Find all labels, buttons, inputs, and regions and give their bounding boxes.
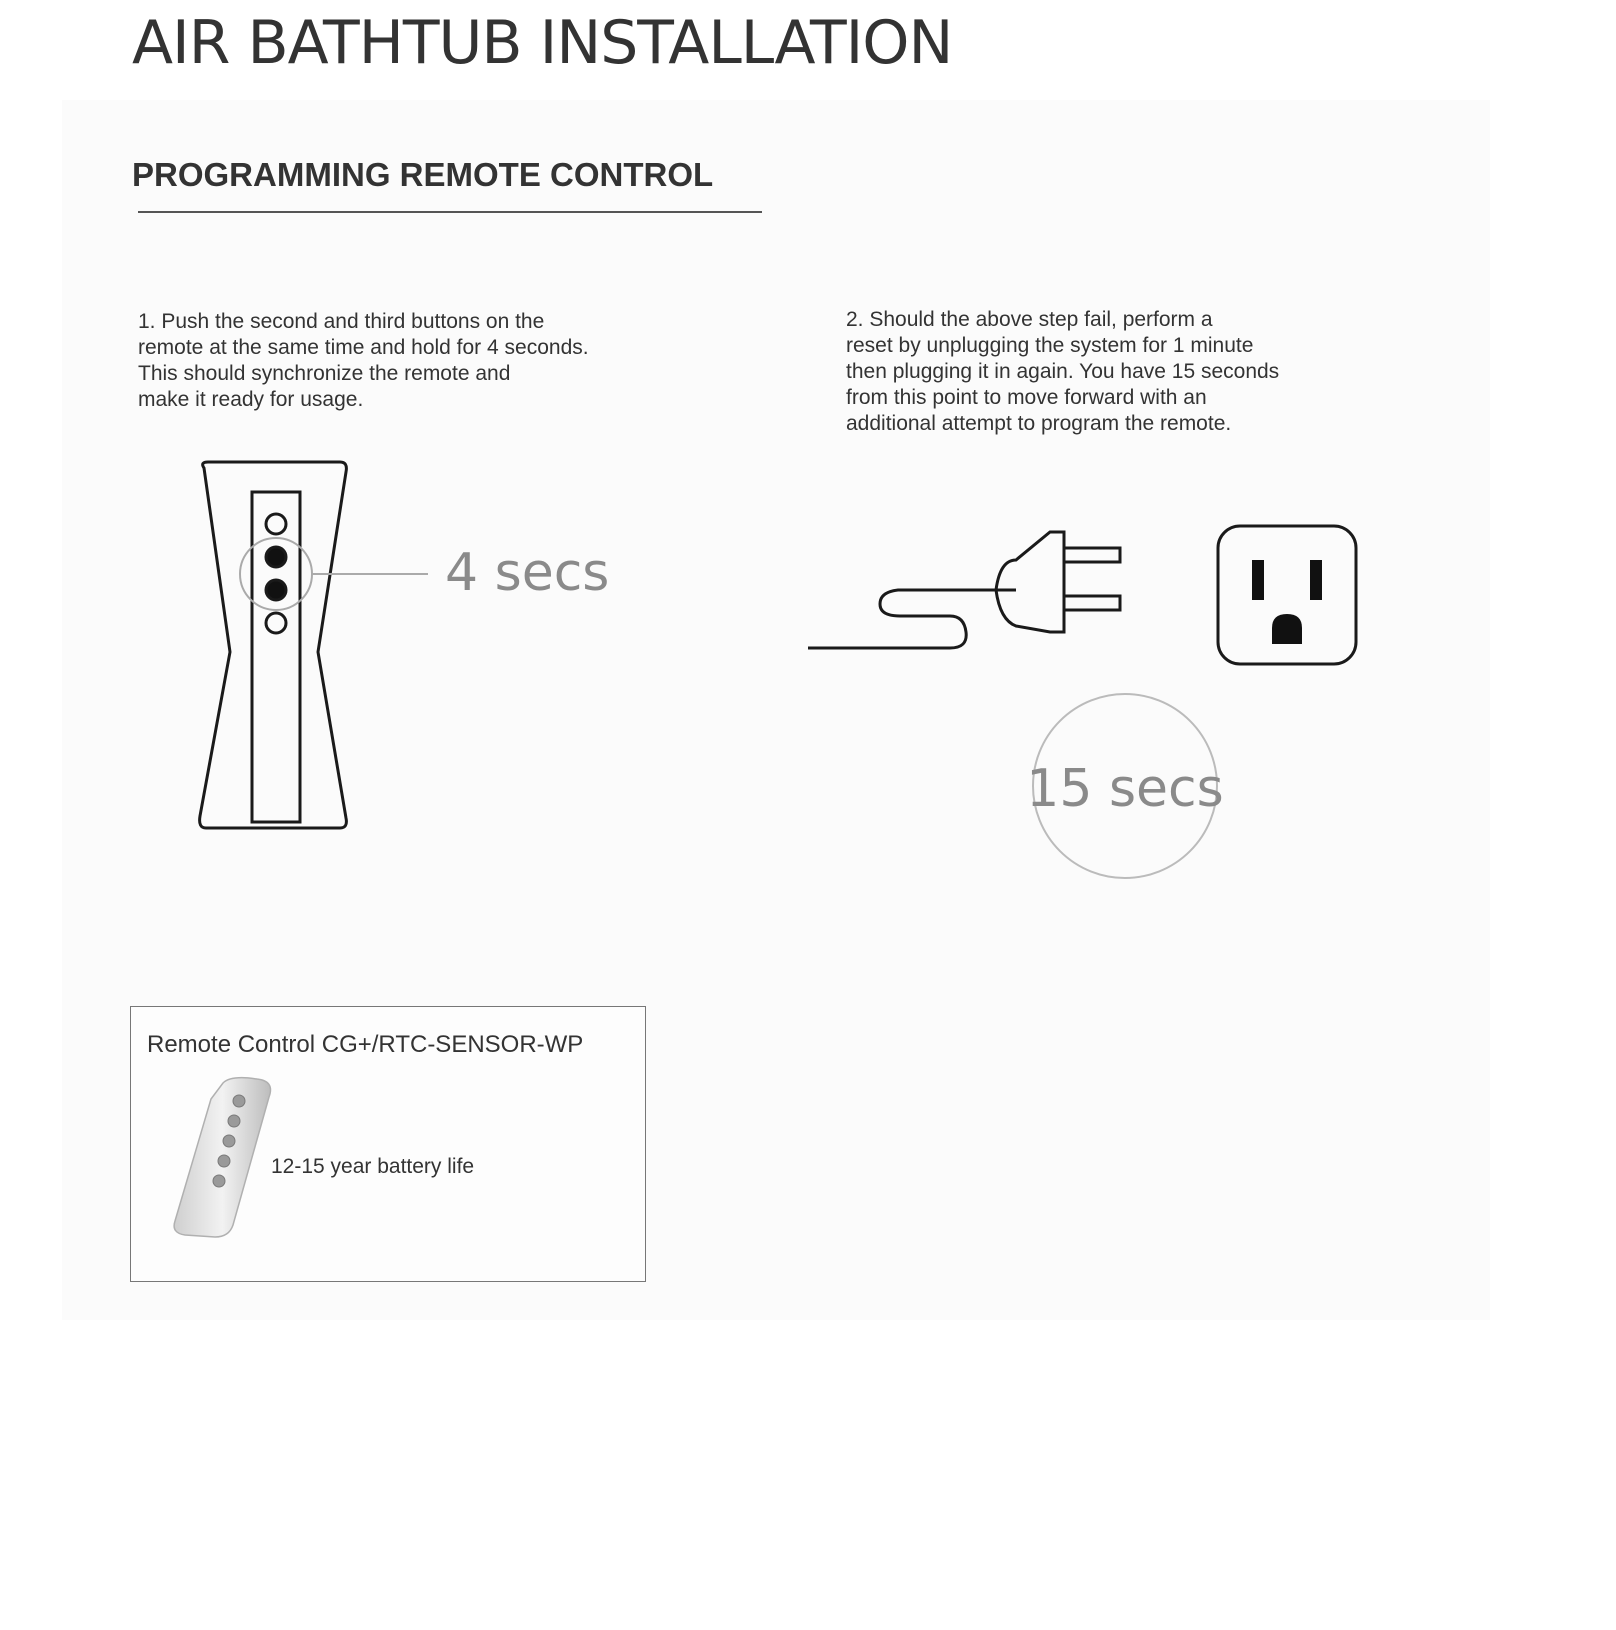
step-1-line: This should synchronize the remote and [138, 362, 511, 385]
step-1-line: make it ready for usage. [138, 388, 364, 411]
step-2-line: reset by unplugging the system for 1 minute [846, 334, 1254, 357]
remote-control-figure [190, 460, 610, 850]
step-1-instructions [138, 309, 589, 413]
remote-control-photo [171, 1075, 281, 1245]
countdown-label: 15 secs [1026, 759, 1224, 819]
step-2-line: 2. Should the above step fail, perform a [846, 308, 1213, 331]
section-divider [138, 211, 762, 213]
product-name: Remote Control CG+/RTC-SENSOR-WP [147, 1031, 584, 1058]
remote-control-icon [200, 462, 347, 828]
hold-duration-label: 4 secs [445, 543, 610, 603]
page-title: AIR BATHTUB INSTALLATION [132, 8, 953, 78]
step-1-line: 1. Push the second and third buttons on the [138, 310, 545, 333]
step-2-instructions [846, 307, 1279, 437]
step-1-line: remote at the same time and hold for 4 seconds. [138, 336, 589, 359]
wall-outlet-icon [1218, 526, 1356, 664]
plug-outlet-figure [800, 520, 1360, 880]
step-2-line: then plugging it in again. You have 15 seconds [846, 360, 1280, 383]
step-2-line: from this point to move forward with an [846, 386, 1207, 409]
step-2-line: additional attempt to program the remote. [846, 412, 1232, 435]
section-title: PROGRAMMING REMOTE CONTROL [132, 156, 714, 193]
battery-life-note: 12-15 year battery life [271, 1155, 475, 1178]
product-info-box [130, 1006, 646, 1282]
power-plug-icon [808, 532, 1120, 648]
